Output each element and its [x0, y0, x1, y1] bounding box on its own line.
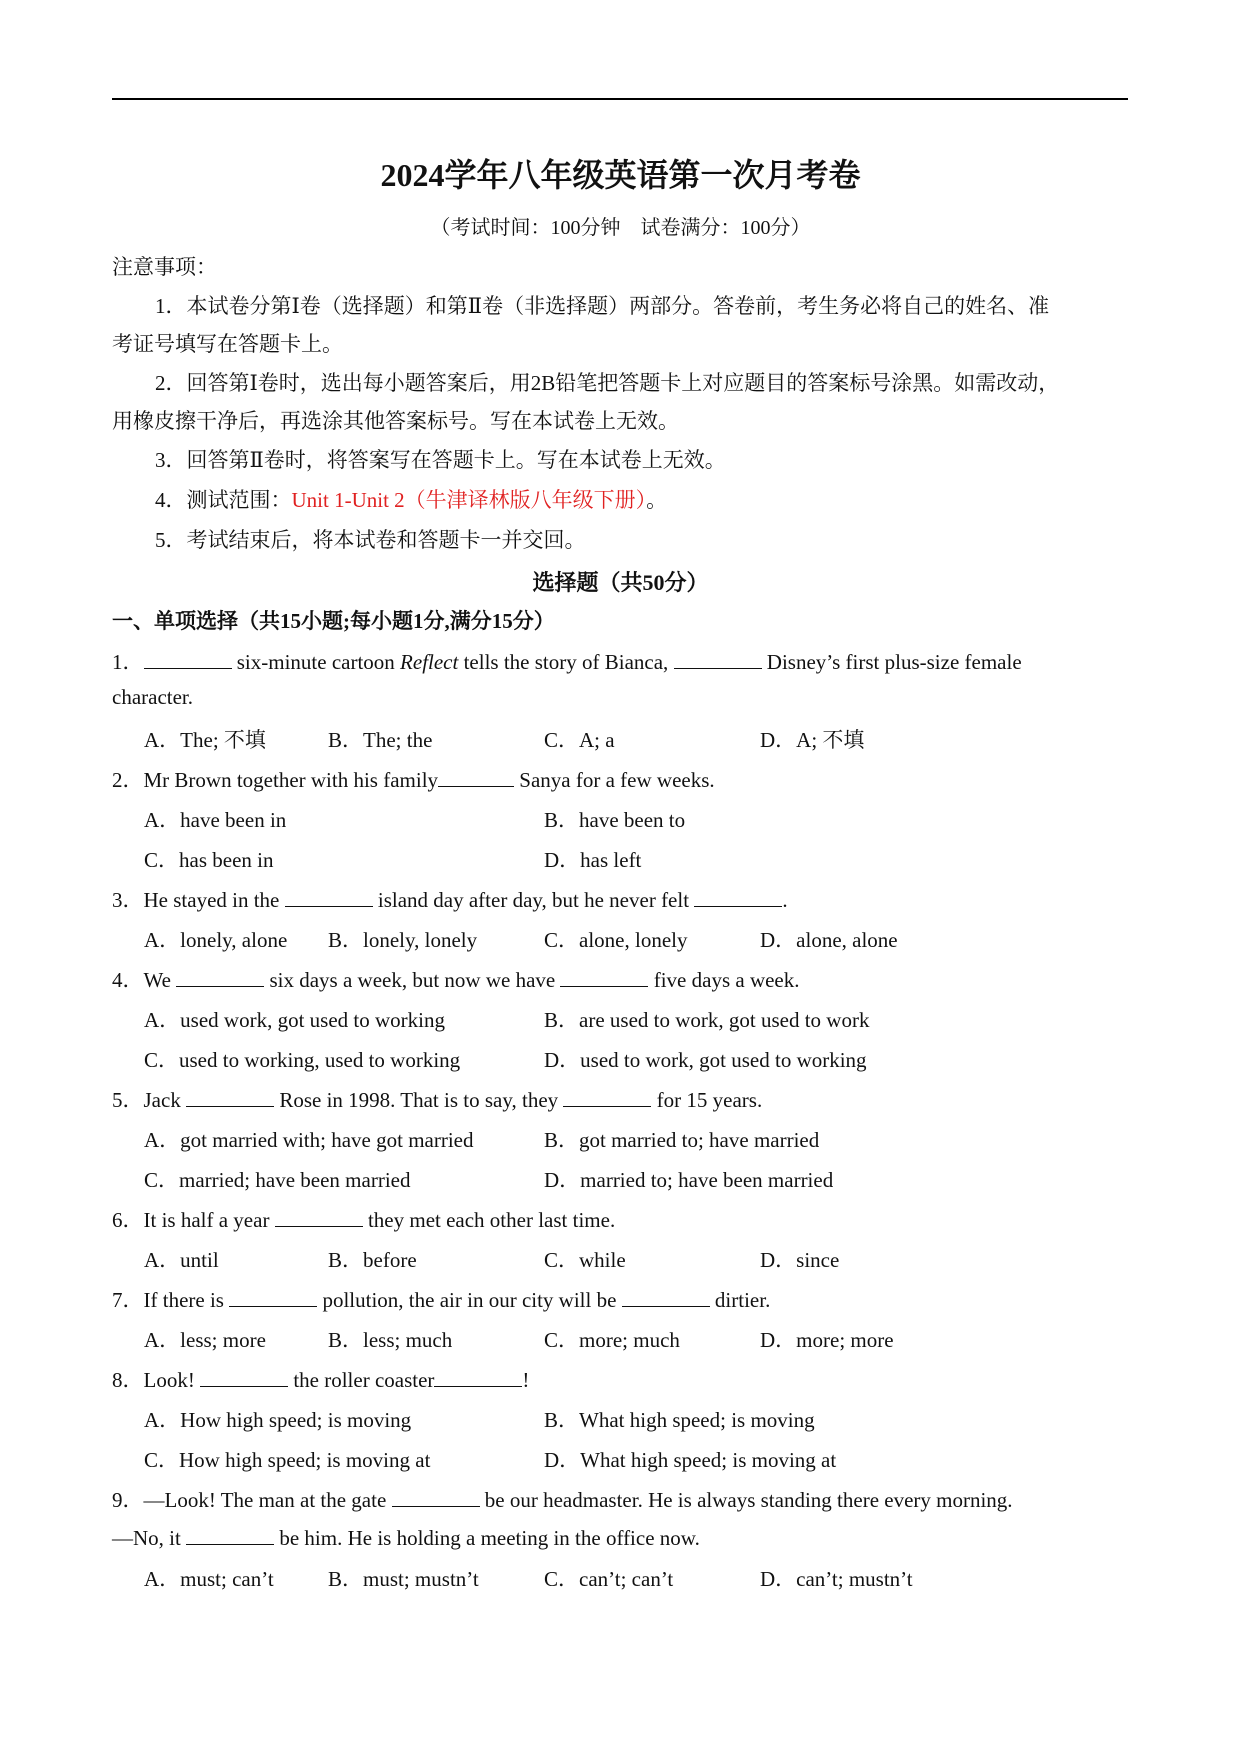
question-number: 1． — [112, 650, 144, 674]
note-line: 1．本试卷分第Ⅰ卷（选择题）和第Ⅱ卷（非选择题）两部分。答卷前，考生务必将自己的姓名、准 — [155, 294, 1050, 318]
note-line: 2．回答第Ⅰ卷时，选出每小题答案后，用2B铅笔把答题卡上对应题目的答案标号涂黑。如需改动， — [155, 371, 1060, 395]
question-text: 8．Look! — [112, 1368, 201, 1392]
option-a: A．used work, got used to working — [144, 1008, 445, 1032]
section-title: 选择题（共50分） — [532, 570, 709, 595]
top-rule — [112, 98, 1128, 100]
option-d: D．has left — [544, 848, 642, 872]
answer-blank — [563, 1085, 651, 1107]
answer-blank — [200, 1365, 288, 1387]
answer-blank — [438, 765, 514, 787]
question-text: six-minute cartoon — [231, 650, 401, 674]
question-text: they met each other last time. — [362, 1208, 616, 1232]
question-text: tells the story of Bianca, — [458, 650, 674, 674]
question-text: be him. He is holding a meeting in the office now. — [274, 1526, 700, 1550]
option-a: A．less; more — [144, 1328, 266, 1352]
question-text: be our headmaster. He is always standing there every morning. — [479, 1488, 1013, 1512]
question-4 — [112, 964, 800, 994]
option-b: B．got married to; have married — [544, 1128, 820, 1152]
option-d: D．more; more — [760, 1328, 894, 1352]
option-a: A．How high speed; is moving — [144, 1408, 412, 1432]
option-c: C．alone, lonely — [544, 928, 688, 952]
answer-blank — [275, 1205, 363, 1227]
question-text: —No, it — [112, 1526, 187, 1550]
option-a: A．The; 不填 — [144, 728, 266, 752]
part-title: 一、单项选择（共15小题;每小题1分,满分15分） — [112, 609, 555, 633]
question-text: 5．Jack — [112, 1088, 187, 1112]
option-c: C．has been in — [144, 848, 274, 872]
question-text: Rose in 1998. That is to say, they — [274, 1088, 564, 1112]
option-d: D．can’t; mustn’t — [760, 1567, 913, 1591]
question-7 — [112, 1284, 770, 1314]
option-a: A．got married with; have got married — [144, 1128, 474, 1152]
question-text: the roller coaster — [288, 1368, 435, 1392]
answer-blank — [434, 1365, 522, 1387]
option-c: C．more; much — [544, 1328, 680, 1352]
option-a: A．until — [144, 1248, 219, 1272]
question-9 — [112, 1484, 1013, 1514]
question-text: dirtier. — [709, 1288, 771, 1312]
option-b: B．What high speed; is moving — [544, 1408, 815, 1432]
option-a: A．have been in — [144, 808, 287, 832]
question-9-line2 — [112, 1523, 700, 1551]
answer-blank — [186, 1085, 274, 1107]
answer-blank — [674, 647, 762, 669]
question-1-cont: character. — [112, 685, 194, 709]
note-scope-suffix: 。 — [646, 488, 668, 512]
note-line: 用橡皮擦干净后，再选涂其他答案标号。写在本试卷上无效。 — [112, 409, 679, 433]
answer-blank — [144, 647, 232, 669]
question-text: 4．We — [112, 968, 177, 992]
question-text: 7．If there is — [112, 1288, 230, 1312]
question-text: 2．Mr Brown together with his family — [112, 768, 439, 792]
answer-blank — [229, 1285, 317, 1307]
question-text: . — [782, 888, 788, 912]
note-line: 考证号填写在答题卡上。 — [112, 332, 343, 356]
option-c: C．How high speed; is moving at — [144, 1448, 431, 1472]
option-b: B．The; the — [328, 728, 433, 752]
note-line: 3．回答第Ⅱ卷时，将答案写在答题卡上。写在本试卷上无效。 — [155, 448, 726, 472]
answer-blank — [285, 885, 373, 907]
question-text-italic: Reflect — [400, 650, 459, 674]
option-c: C．used to working, used to working — [144, 1048, 461, 1072]
question-text: six days a week, but now we have — [264, 968, 561, 992]
question-5 — [112, 1084, 762, 1114]
question-3 — [112, 884, 788, 914]
question-text: Disney’s first plus-size female — [761, 650, 1022, 674]
question-text: 6．It is half a year — [112, 1208, 275, 1232]
answer-blank — [560, 965, 648, 987]
option-c: C．married; have been married — [144, 1168, 411, 1192]
question-2 — [112, 764, 715, 794]
option-a: A．lonely, alone — [144, 928, 288, 952]
option-d: D．since — [760, 1248, 840, 1272]
question-6 — [112, 1204, 615, 1234]
answer-blank — [176, 965, 264, 987]
question-text: pollution, the air in our city will be — [317, 1288, 622, 1312]
option-b: B．have been to — [544, 808, 686, 832]
option-d: D．used to work, got used to working — [544, 1048, 867, 1072]
question-1 — [112, 646, 1022, 676]
option-b: B．lonely, lonely — [328, 928, 478, 952]
answer-blank — [622, 1285, 710, 1307]
option-b: B．are used to work, got used to work — [544, 1008, 870, 1032]
question-8 — [112, 1364, 529, 1394]
page-title: 2024学年八年级英语第一次月考卷 — [380, 157, 861, 193]
note-line: 5．考试结束后，将本试卷和答题卡一并交回。 — [155, 528, 586, 552]
notes-heading: 注意事项： — [112, 255, 217, 279]
question-text: for 15 years. — [651, 1088, 763, 1112]
option-a: A．must; can’t — [144, 1567, 274, 1591]
answer-blank — [392, 1485, 480, 1507]
option-c: C．A; a — [544, 728, 615, 752]
question-text: Sanya for a few weeks. — [514, 768, 715, 792]
option-c: C．can’t; can’t — [544, 1567, 674, 1591]
option-d: D．A; 不填 — [760, 728, 865, 752]
question-text: ! — [522, 1368, 530, 1392]
option-c: C．while — [544, 1248, 626, 1272]
question-text: 3．He stayed in the — [112, 888, 285, 912]
answer-blank — [186, 1523, 274, 1545]
question-text: 9．—Look! The man at the gate — [112, 1488, 392, 1512]
question-text: island day after day, but he never felt — [372, 888, 695, 912]
question-text: five days a week. — [648, 968, 800, 992]
note-scope-prefix: 4．测试范围： — [155, 488, 292, 512]
option-d: D．alone, alone — [760, 928, 898, 952]
exam-info: （考试时间：100分钟 试卷满分：100分） — [430, 217, 811, 239]
note-scope — [155, 484, 667, 514]
option-d: D．married to; have been married — [544, 1168, 834, 1192]
option-b: B．less; much — [328, 1328, 453, 1352]
answer-blank — [694, 885, 782, 907]
option-b: B．before — [328, 1248, 417, 1272]
option-b: B．must; mustn’t — [328, 1567, 479, 1591]
option-d: D．What high speed; is moving at — [544, 1448, 837, 1472]
test-range: Unit 1-Unit 2（牛津译林版八年级下册） — [291, 488, 647, 512]
